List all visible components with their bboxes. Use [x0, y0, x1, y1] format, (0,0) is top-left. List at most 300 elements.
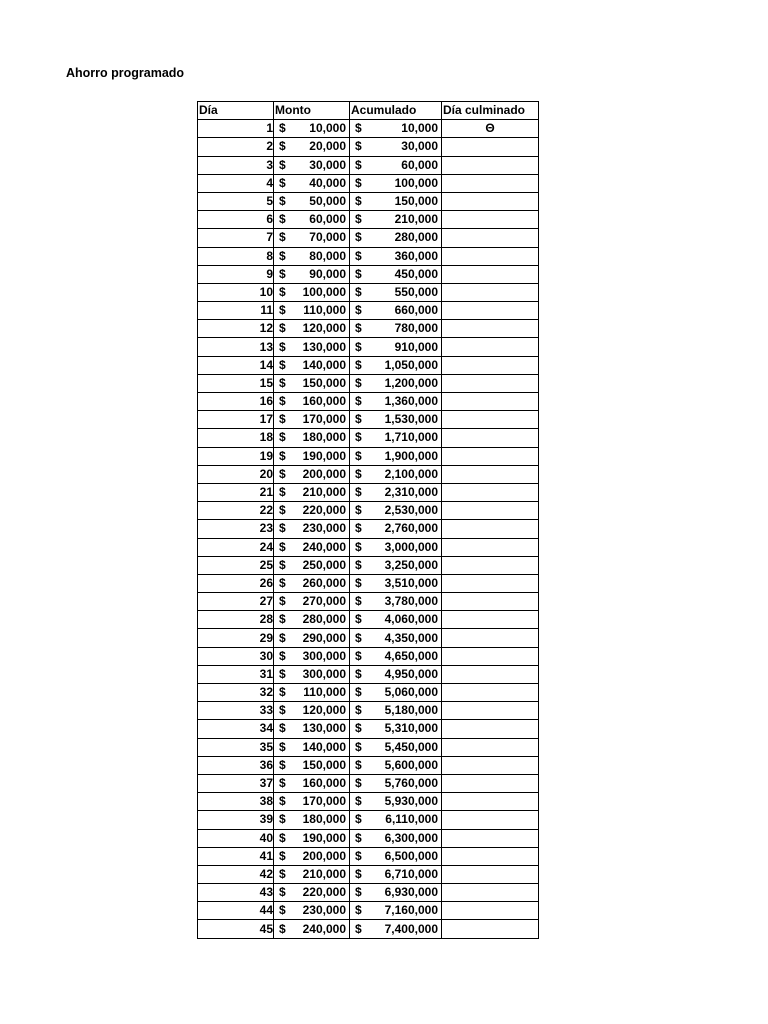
currency-symbol: $ — [279, 284, 286, 299]
acumulado-amount: 3,510,000 — [384, 575, 438, 590]
cell-monto[interactable] — [274, 629, 350, 647]
cell-dia[interactable]: 20 — [198, 465, 274, 483]
cell-acumulado[interactable] — [350, 647, 442, 665]
monto-amount: 190,000 — [302, 448, 346, 463]
currency-symbol: $ — [355, 503, 362, 518]
cell-monto[interactable] — [274, 720, 350, 738]
table-row — [198, 429, 539, 447]
money-value — [350, 375, 441, 392]
currency-symbol: $ — [279, 266, 286, 281]
cell-monto[interactable] — [274, 738, 350, 756]
cell-monto[interactable] — [274, 302, 350, 320]
acumulado-amount: 1,530,000 — [384, 412, 438, 427]
money-value — [274, 120, 349, 137]
cell-dia[interactable]: 36 — [198, 756, 274, 774]
cell-monto[interactable] — [274, 174, 350, 192]
cell-acumulado[interactable] — [350, 720, 442, 738]
cell-dia-culminado[interactable] — [442, 884, 539, 902]
cell-dia-culminado[interactable] — [442, 574, 539, 592]
money-value — [350, 429, 441, 446]
cell-monto[interactable] — [274, 483, 350, 501]
money-value — [350, 793, 441, 810]
money-value — [274, 757, 349, 774]
currency-symbol: $ — [355, 194, 362, 209]
cell-acumulado[interactable] — [350, 320, 442, 338]
currency-symbol: $ — [355, 212, 362, 227]
cell-dia-culminado[interactable] — [442, 811, 539, 829]
currency-symbol: $ — [355, 430, 362, 445]
cell-acumulado[interactable] — [350, 393, 442, 411]
money-value — [274, 375, 349, 392]
cell-dia[interactable]: 3 — [198, 156, 274, 174]
money-value — [350, 248, 441, 265]
table-body — [198, 120, 539, 938]
currency-symbol: $ — [279, 139, 286, 154]
cell-dia-culminado[interactable] — [442, 411, 539, 429]
monto-amount: 110,000 — [303, 303, 346, 318]
cell-dia-culminado[interactable] — [442, 229, 539, 247]
table-row — [198, 411, 539, 429]
currency-symbol: $ — [279, 812, 286, 827]
currency-symbol: $ — [279, 375, 286, 390]
currency-symbol: $ — [355, 121, 362, 136]
monto-amount: 240,000 — [302, 921, 346, 936]
cell-monto[interactable] — [274, 920, 350, 938]
cell-monto[interactable] — [274, 211, 350, 229]
currency-symbol: $ — [279, 157, 286, 172]
cell-dia-culminado[interactable] — [442, 338, 539, 356]
acumulado-amount: 5,450,000 — [384, 739, 438, 754]
cell-dia-culminado[interactable] — [442, 520, 539, 538]
cell-dia-culminado[interactable] — [442, 320, 539, 338]
cell-dia[interactable]: 5 — [198, 192, 274, 210]
cell-acumulado[interactable] — [350, 211, 442, 229]
cell-acumulado[interactable] — [350, 374, 442, 392]
cell-monto[interactable] — [274, 811, 350, 829]
cell-monto[interactable] — [274, 447, 350, 465]
cell-acumulado[interactable] — [350, 502, 442, 520]
cell-acumulado[interactable] — [350, 302, 442, 320]
cell-monto[interactable] — [274, 865, 350, 883]
currency-symbol: $ — [355, 885, 362, 900]
cell-monto[interactable] — [274, 574, 350, 592]
cell-monto[interactable] — [274, 356, 350, 374]
cell-dia[interactable]: 14 — [198, 356, 274, 374]
cell-dia-culminado[interactable] — [442, 174, 539, 192]
currency-symbol: $ — [355, 721, 362, 736]
cell-monto[interactable] — [274, 138, 350, 156]
money-value — [350, 775, 441, 792]
cell-dia[interactable]: 26 — [198, 574, 274, 592]
cell-monto[interactable] — [274, 247, 350, 265]
table-row — [198, 774, 539, 792]
cell-dia-culminado[interactable] — [442, 265, 539, 283]
money-value — [274, 921, 349, 938]
cell-acumulado[interactable] — [350, 247, 442, 265]
cell-dia[interactable]: 30 — [198, 647, 274, 665]
cell-dia-culminado[interactable] — [442, 156, 539, 174]
cell-dia[interactable]: 37 — [198, 774, 274, 792]
cell-dia-culminado[interactable] — [442, 192, 539, 210]
cell-dia-culminado[interactable] — [442, 393, 539, 411]
monto-amount: 180,000 — [302, 430, 346, 445]
cell-dia-culminado[interactable] — [442, 465, 539, 483]
header-monto[interactable]: Monto — [274, 102, 350, 120]
money-value — [350, 411, 441, 428]
cell-monto[interactable] — [274, 702, 350, 720]
acumulado-amount: 30,000 — [401, 139, 438, 154]
cell-dia-culminado[interactable] — [442, 920, 539, 938]
cell-dia[interactable]: 18 — [198, 429, 274, 447]
table-row — [198, 211, 539, 229]
acumulado-amount: 6,930,000 — [384, 885, 438, 900]
cell-dia[interactable]: 12 — [198, 320, 274, 338]
money-value — [350, 648, 441, 665]
money-value — [350, 720, 441, 737]
cell-dia-culminado[interactable] — [442, 902, 539, 920]
cell-dia-culminado[interactable] — [442, 684, 539, 702]
cell-dia-culminado[interactable] — [442, 647, 539, 665]
money-value — [350, 357, 441, 374]
cell-dia[interactable]: 40 — [198, 829, 274, 847]
cell-monto[interactable] — [274, 520, 350, 538]
cell-acumulado[interactable] — [350, 756, 442, 774]
cell-monto[interactable] — [274, 611, 350, 629]
cell-dia[interactable]: 32 — [198, 684, 274, 702]
cell-dia-culminado[interactable] — [442, 483, 539, 501]
acumulado-amount: 2,310,000 — [384, 485, 438, 500]
money-value — [274, 411, 349, 428]
table-row — [198, 356, 539, 374]
money-value — [350, 211, 441, 228]
money-value — [350, 138, 441, 155]
cell-acumulado[interactable] — [350, 483, 442, 501]
cell-dia[interactable]: 4 — [198, 174, 274, 192]
money-value — [274, 648, 349, 665]
currency-symbol: $ — [279, 357, 286, 372]
cell-dia[interactable]: 29 — [198, 629, 274, 647]
cell-monto[interactable] — [274, 538, 350, 556]
header-acumulado[interactable]: Acumulado — [350, 102, 442, 120]
money-value — [274, 339, 349, 356]
cell-acumulado[interactable] — [350, 884, 442, 902]
cell-dia[interactable]: 42 — [198, 865, 274, 883]
money-value — [350, 739, 441, 756]
cell-monto[interactable] — [274, 374, 350, 392]
currency-symbol: $ — [355, 739, 362, 754]
currency-symbol: $ — [355, 703, 362, 718]
cell-dia[interactable]: 39 — [198, 811, 274, 829]
header-row — [198, 102, 539, 120]
cell-dia-culminado[interactable] — [442, 756, 539, 774]
cell-monto[interactable] — [274, 393, 350, 411]
monto-amount: 130,000 — [302, 339, 346, 354]
currency-symbol: $ — [355, 866, 362, 881]
currency-symbol: $ — [279, 448, 286, 463]
acumulado-amount: 550,000 — [394, 284, 438, 299]
cell-monto[interactable] — [274, 465, 350, 483]
money-value — [274, 393, 349, 410]
cell-dia[interactable]: 34 — [198, 720, 274, 738]
money-value — [274, 539, 349, 556]
cell-dia[interactable]: 25 — [198, 556, 274, 574]
cell-monto[interactable] — [274, 229, 350, 247]
cell-dia-culminado[interactable] — [442, 829, 539, 847]
cell-acumulado[interactable] — [350, 593, 442, 611]
money-value — [274, 593, 349, 610]
currency-symbol: $ — [355, 448, 362, 463]
currency-symbol: $ — [279, 485, 286, 500]
table-row — [198, 302, 539, 320]
money-value — [274, 502, 349, 519]
cell-monto[interactable] — [274, 265, 350, 283]
cell-dia[interactable]: 28 — [198, 611, 274, 629]
cell-dia[interactable]: 17 — [198, 411, 274, 429]
cell-acumulado[interactable] — [350, 283, 442, 301]
cell-acumulado[interactable] — [350, 684, 442, 702]
cell-dia-culminado[interactable] — [442, 138, 539, 156]
money-value — [350, 539, 441, 556]
currency-symbol: $ — [355, 921, 362, 936]
cell-monto[interactable] — [274, 884, 350, 902]
cell-dia[interactable]: 45 — [198, 920, 274, 938]
table-row — [198, 665, 539, 683]
cell-dia[interactable]: 44 — [198, 902, 274, 920]
money-value — [274, 666, 349, 683]
cell-dia-culminado[interactable] — [442, 593, 539, 611]
cell-acumulado[interactable] — [350, 265, 442, 283]
cell-dia[interactable]: 9 — [198, 265, 274, 283]
currency-symbol: $ — [355, 557, 362, 572]
cell-acumulado[interactable] — [350, 356, 442, 374]
money-value — [274, 320, 349, 337]
table-row — [198, 120, 539, 138]
cell-dia[interactable]: 7 — [198, 229, 274, 247]
cell-dia[interactable]: 22 — [198, 502, 274, 520]
cell-acumulado[interactable] — [350, 447, 442, 465]
cell-dia-culminado[interactable] — [442, 247, 539, 265]
cell-acumulado[interactable] — [350, 865, 442, 883]
acumulado-amount: 4,060,000 — [384, 612, 438, 627]
cell-dia[interactable]: 11 — [198, 302, 274, 320]
cell-acumulado[interactable] — [350, 574, 442, 592]
cell-acumulado[interactable] — [350, 520, 442, 538]
monto-amount: 170,000 — [302, 794, 346, 809]
cell-monto[interactable] — [274, 665, 350, 683]
cell-dia-culminado[interactable] — [442, 556, 539, 574]
cell-dia-culminado[interactable] — [442, 847, 539, 865]
cell-dia[interactable]: 41 — [198, 847, 274, 865]
cell-dia[interactable]: 8 — [198, 247, 274, 265]
currency-symbol: $ — [355, 648, 362, 663]
cell-acumulado[interactable] — [350, 629, 442, 647]
cell-dia-culminado[interactable] — [442, 793, 539, 811]
cell-acumulado[interactable] — [350, 556, 442, 574]
cell-dia-culminado[interactable] — [442, 429, 539, 447]
cell-dia[interactable]: 6 — [198, 211, 274, 229]
cell-dia[interactable]: 16 — [198, 393, 274, 411]
cell-dia-culminado[interactable] — [442, 302, 539, 320]
money-value — [274, 575, 349, 592]
monto-amount: 100,000 — [302, 284, 346, 299]
cell-acumulado[interactable] — [350, 120, 442, 138]
money-value — [350, 339, 441, 356]
cell-dia-culminado[interactable] — [442, 447, 539, 465]
money-value — [274, 484, 349, 501]
cell-dia-culminado[interactable] — [442, 865, 539, 883]
cell-monto[interactable] — [274, 120, 350, 138]
cell-dia[interactable]: 38 — [198, 793, 274, 811]
cell-acumulado[interactable] — [350, 192, 442, 210]
cell-acumulado[interactable] — [350, 174, 442, 192]
cell-dia-culminado[interactable] — [442, 665, 539, 683]
money-value — [350, 229, 441, 246]
cell-dia[interactable]: 1 — [198, 120, 274, 138]
cell-dia[interactable]: 13 — [198, 338, 274, 356]
cell-acumulado[interactable] — [350, 793, 442, 811]
cell-acumulado[interactable] — [350, 902, 442, 920]
cell-dia[interactable]: 21 — [198, 483, 274, 501]
cell-monto[interactable] — [274, 556, 350, 574]
cell-dia-culminado[interactable] — [442, 629, 539, 647]
money-value — [274, 248, 349, 265]
cell-monto[interactable] — [274, 156, 350, 174]
money-value — [274, 775, 349, 792]
monto-amount: 50,000 — [309, 194, 346, 209]
cell-dia[interactable]: 19 — [198, 447, 274, 465]
cell-monto[interactable] — [274, 829, 350, 847]
cell-monto[interactable] — [274, 429, 350, 447]
cell-acumulado[interactable] — [350, 702, 442, 720]
cell-dia-culminado[interactable] — [442, 283, 539, 301]
cell-monto[interactable] — [274, 338, 350, 356]
cell-monto[interactable] — [274, 283, 350, 301]
cell-acumulado[interactable] — [350, 429, 442, 447]
cell-acumulado[interactable] — [350, 774, 442, 792]
cell-monto[interactable] — [274, 320, 350, 338]
table-row — [198, 811, 539, 829]
cell-acumulado[interactable] — [350, 338, 442, 356]
cell-dia[interactable]: 31 — [198, 665, 274, 683]
monto-amount: 130,000 — [302, 721, 346, 736]
cell-dia-culminado[interactable] — [442, 356, 539, 374]
cell-acumulado[interactable] — [350, 156, 442, 174]
cell-acumulado[interactable] — [350, 847, 442, 865]
table-row — [198, 702, 539, 720]
cell-acumulado[interactable] — [350, 465, 442, 483]
cell-acumulado[interactable] — [350, 538, 442, 556]
cell-monto[interactable] — [274, 774, 350, 792]
cell-acumulado[interactable] — [350, 829, 442, 847]
monto-amount: 240,000 — [302, 539, 346, 554]
header-dia-culminado[interactable]: Día culminado — [442, 102, 539, 120]
cell-acumulado[interactable] — [350, 920, 442, 938]
acumulado-amount: 3,780,000 — [384, 594, 438, 609]
cell-dia-culminado[interactable] — [442, 502, 539, 520]
money-value — [274, 175, 349, 192]
acumulado-amount: 6,710,000 — [384, 866, 438, 881]
cell-monto[interactable] — [274, 502, 350, 520]
monto-amount: 230,000 — [302, 521, 346, 536]
table-row — [198, 283, 539, 301]
money-value — [350, 448, 441, 465]
cell-monto[interactable] — [274, 647, 350, 665]
money-value — [350, 830, 441, 847]
acumulado-amount: 100,000 — [394, 175, 438, 190]
cell-acumulado[interactable] — [350, 138, 442, 156]
header-dia[interactable]: Día — [198, 102, 274, 120]
cell-dia-culminado[interactable] — [442, 611, 539, 629]
cell-acumulado[interactable] — [350, 611, 442, 629]
table-row — [198, 192, 539, 210]
money-value — [274, 229, 349, 246]
money-value — [274, 266, 349, 283]
cell-acumulado[interactable] — [350, 411, 442, 429]
cell-acumulado[interactable] — [350, 738, 442, 756]
cell-dia[interactable]: 15 — [198, 374, 274, 392]
monto-amount: 180,000 — [302, 812, 346, 827]
currency-symbol: $ — [279, 666, 286, 681]
cell-monto[interactable] — [274, 847, 350, 865]
cell-dia-culminado[interactable] — [442, 774, 539, 792]
table-row — [198, 720, 539, 738]
cell-monto[interactable] — [274, 684, 350, 702]
table-row — [198, 320, 539, 338]
cell-dia-culminado[interactable] — [442, 374, 539, 392]
table-row — [198, 611, 539, 629]
cell-dia-culminado[interactable] — [442, 120, 539, 138]
table-row — [198, 865, 539, 883]
currency-symbol: $ — [355, 466, 362, 481]
table-row — [198, 684, 539, 702]
money-value — [350, 811, 441, 828]
cell-dia-culminado[interactable] — [442, 720, 539, 738]
cell-dia[interactable]: 10 — [198, 283, 274, 301]
currency-symbol: $ — [355, 230, 362, 245]
cell-acumulado[interactable] — [350, 811, 442, 829]
cell-dia-culminado[interactable] — [442, 702, 539, 720]
currency-symbol: $ — [279, 339, 286, 354]
currency-symbol: $ — [355, 539, 362, 554]
cell-dia-culminado[interactable] — [442, 211, 539, 229]
cell-acumulado[interactable] — [350, 229, 442, 247]
cell-monto[interactable] — [274, 192, 350, 210]
cell-dia-culminado[interactable] — [442, 538, 539, 556]
cell-monto[interactable] — [274, 793, 350, 811]
cell-dia[interactable]: 24 — [198, 538, 274, 556]
cell-dia[interactable]: 27 — [198, 593, 274, 611]
money-value — [350, 666, 441, 683]
monto-amount: 150,000 — [302, 757, 346, 772]
currency-symbol: $ — [279, 630, 286, 645]
cell-acumulado[interactable] — [350, 665, 442, 683]
table-row — [198, 483, 539, 501]
currency-symbol: $ — [355, 848, 362, 863]
table-row — [198, 756, 539, 774]
cell-dia[interactable]: 43 — [198, 884, 274, 902]
acumulado-amount: 4,950,000 — [384, 666, 438, 681]
cell-dia[interactable]: 23 — [198, 520, 274, 538]
cell-monto[interactable] — [274, 593, 350, 611]
cell-monto[interactable] — [274, 902, 350, 920]
cell-dia-culminado[interactable] — [442, 738, 539, 756]
cell-dia[interactable]: 2 — [198, 138, 274, 156]
cell-dia[interactable]: 35 — [198, 738, 274, 756]
cell-dia[interactable]: 33 — [198, 702, 274, 720]
cell-monto[interactable] — [274, 756, 350, 774]
cell-monto[interactable] — [274, 411, 350, 429]
money-value — [274, 302, 349, 319]
